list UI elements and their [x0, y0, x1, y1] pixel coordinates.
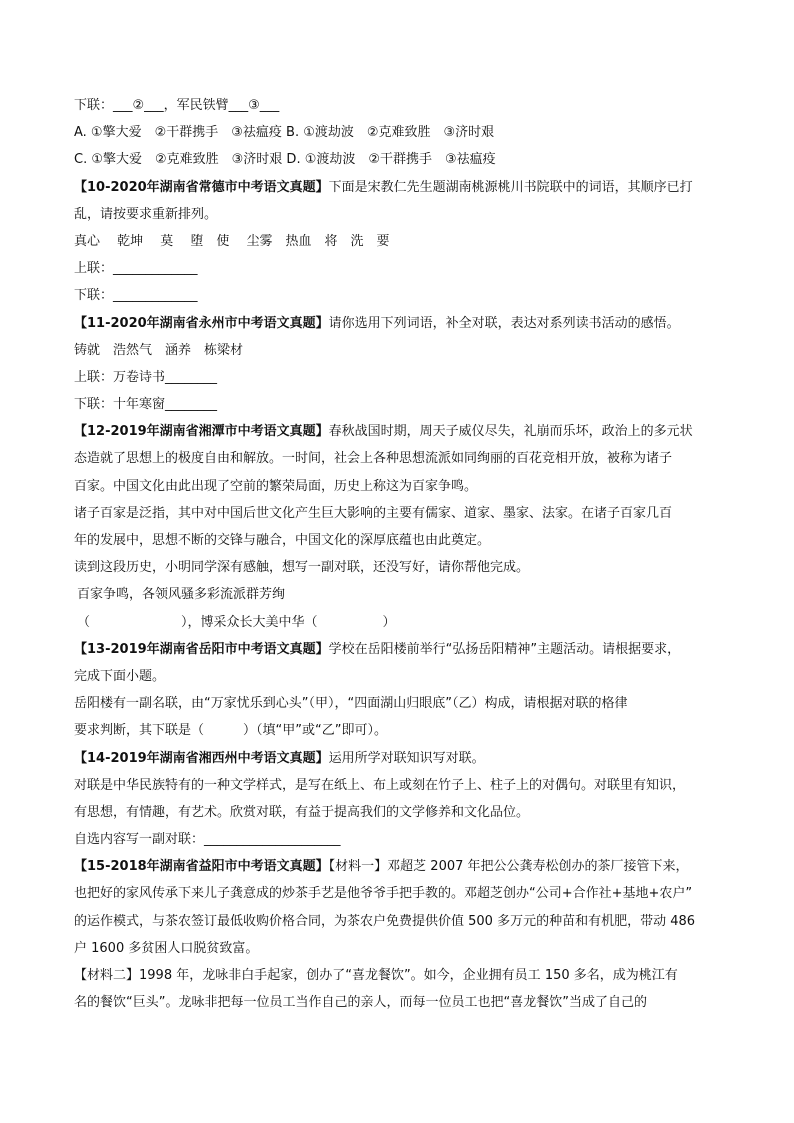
text-line	[74, 772, 724, 799]
line-text: 上联：万卷诗书________	[74, 369, 218, 385]
text-line	[74, 690, 724, 717]
question-tag: 【12-2019年湖南省湘潭市中考语文真题】	[74, 424, 329, 440]
question-tag: 【11-2020年湖南省永州市中考语文真题】	[74, 315, 329, 331]
line-text: 也把好的家风传承下来儿子龚意成的炒茶手艺是他爷爷手把手教的。邓超芝创办“公司+合作社+基地+农户”	[74, 886, 693, 902]
line-text: 百家。中国文化由此出现了空前的繁荣局面，历史上称这为百家争鸣。	[74, 478, 478, 494]
line-text: 乱，请按要求重新排列。	[74, 206, 218, 222]
line-text: 真心 乾坤 莫 堕 使 尘雾 热血 将 洗 要	[74, 233, 390, 249]
text-line	[74, 935, 724, 962]
line-text: C. ①擎大爱 ②克难致胜 ③济时艰 D. ①渡劫波 ②干群携手 ③祛瘟疫	[74, 152, 496, 168]
document-page	[74, 92, 724, 1016]
text-line	[74, 962, 724, 989]
line-text: 态造就了思想上的极度自由和解放。一时间，社会上各种思想流派如同绚丽的百花竞相开放，被称为诸子	[74, 451, 673, 467]
text-line	[74, 201, 724, 228]
word-list	[74, 337, 724, 364]
question-heading	[74, 310, 724, 337]
line-text: 名的餐饮“巨头”。龙咏非把每一位员工当作自己的亲人，而每一位员工也把“喜龙餐饮”当成了自己的	[74, 995, 647, 1011]
line-text: 铸就 浩然气 涵养 栋梁材	[74, 342, 244, 358]
text-line	[74, 989, 724, 1016]
question-tag: 【15-2018年湖南省益阳市中考语文真题】	[74, 859, 329, 875]
line-text: 【材料二】1998 年，龙咏非白手起家，创办了“喜龙餐饮”。如今，企业拥有员工 150 多名，成为桃江有	[74, 968, 678, 983]
question-tag: 【13-2019年湖南省岳阳市中考语文真题】	[74, 641, 329, 657]
text-line	[74, 717, 724, 744]
line-text: 下联：十年寒窗________	[74, 397, 218, 413]
text-line	[74, 473, 724, 500]
answer-line	[74, 391, 724, 418]
text-line	[74, 554, 724, 581]
line-text: 百家争鸣，各领风骚多彩流派群芳绚	[77, 587, 286, 603]
line-text: 岳阳楼有一副名联，由“万家忧乐到心头”（甲），“四面湖山归眼底”（乙）构成，请根据对联的格律	[74, 696, 628, 712]
line-text: 完成下面小题。	[74, 668, 166, 684]
line-text: A. ①擎大爱 ②干群携手 ③祛瘟疫 B. ①渡劫波 ②克难致胜 ③济时艰	[74, 125, 495, 141]
line-text: 的运作模式，与茶农签订最低收购价格合同，为茶农户免费提供价值 500 多万元的种苗和有机肥，带动 486	[74, 913, 696, 929]
text-line	[74, 92, 724, 119]
line-text: 下联：_____________	[74, 288, 198, 304]
line-text: 读到这段历史，小明同学深有感触，想写一副对联，还没写好，请你帮他完成。	[74, 560, 530, 576]
word-list	[74, 228, 724, 255]
line-text: 下面是宋教仁先生题湖南桃源桃川书院联中的词语，其顺序已打	[328, 179, 693, 195]
text-line	[74, 445, 724, 472]
line-text: 请你选用下列词语，补全对联，表达对系列读书活动的感悟。	[328, 315, 680, 331]
line-text: 年的发展中，思想不断的交锋与融合，中国文化的深厚底蕴也由此奠定。	[74, 533, 491, 548]
line-text: 春秋战国时期，周天子威仪尽失，礼崩而乐坏，政治上的多元状	[328, 424, 693, 440]
question-tag: 【14-2019年湖南省湘西州中考语文真题】	[74, 750, 329, 766]
line-text: （ ），博采众长大美中华（ ）	[77, 614, 396, 630]
answer-line	[74, 282, 724, 309]
line-text: 要求判断，其下联是（ ）（填“甲”或“乙”即可）。	[74, 723, 387, 739]
line-text: 运用所学对联知识写对联。	[328, 750, 485, 766]
line-text: 下联：___②___，军民铁臂___③___	[74, 98, 280, 113]
text-line	[74, 880, 724, 907]
line-text: 自选内容写一副对联：_____________________	[74, 832, 341, 848]
couplet-line	[74, 581, 724, 608]
text-line	[74, 799, 724, 826]
question-heading	[74, 853, 724, 880]
text-line	[74, 663, 724, 690]
answer-line	[74, 255, 724, 282]
answer-line	[74, 364, 724, 391]
line-text: 上联：_____________	[74, 261, 198, 277]
line-text: 有思想，有情趣，有艺术。欣赏对联，有益于提高我们的文学修养和文化品位。	[74, 804, 530, 820]
question-heading	[74, 636, 724, 663]
question-tag: 【10-2020年湖南省常德市中考语文真题】	[74, 179, 329, 195]
question-heading	[74, 418, 724, 445]
text-line	[74, 527, 724, 554]
text-line	[74, 908, 724, 935]
question-heading	[74, 174, 724, 201]
line-text: 诸子百家是泛指，其中对中国后世文化产生巨大影响的主要有儒家、道家、墨家、法家。在诸子百家几百	[74, 505, 673, 521]
line-text: 对联是中华民族特有的一种文学样式，是写在纸上、布上或刻在竹子上、柱子上的对偶句。对联里有知识，	[74, 777, 686, 793]
couplet-line	[74, 609, 724, 636]
line-text: 【材料一】邓超芝 2007 年把公公龚寿松创办的茶厂接管下来，	[328, 859, 689, 875]
option-line	[74, 119, 724, 146]
line-text: 户 1600 多贫困人口脱贫致富。	[74, 940, 259, 956]
answer-line	[74, 826, 724, 853]
question-heading	[74, 745, 724, 772]
line-text: 学校在岳阳楼前举行“弘扬岳阳精神”主题活动。请根据要求，	[328, 641, 681, 657]
option-line	[74, 146, 724, 173]
text-line	[74, 500, 724, 527]
